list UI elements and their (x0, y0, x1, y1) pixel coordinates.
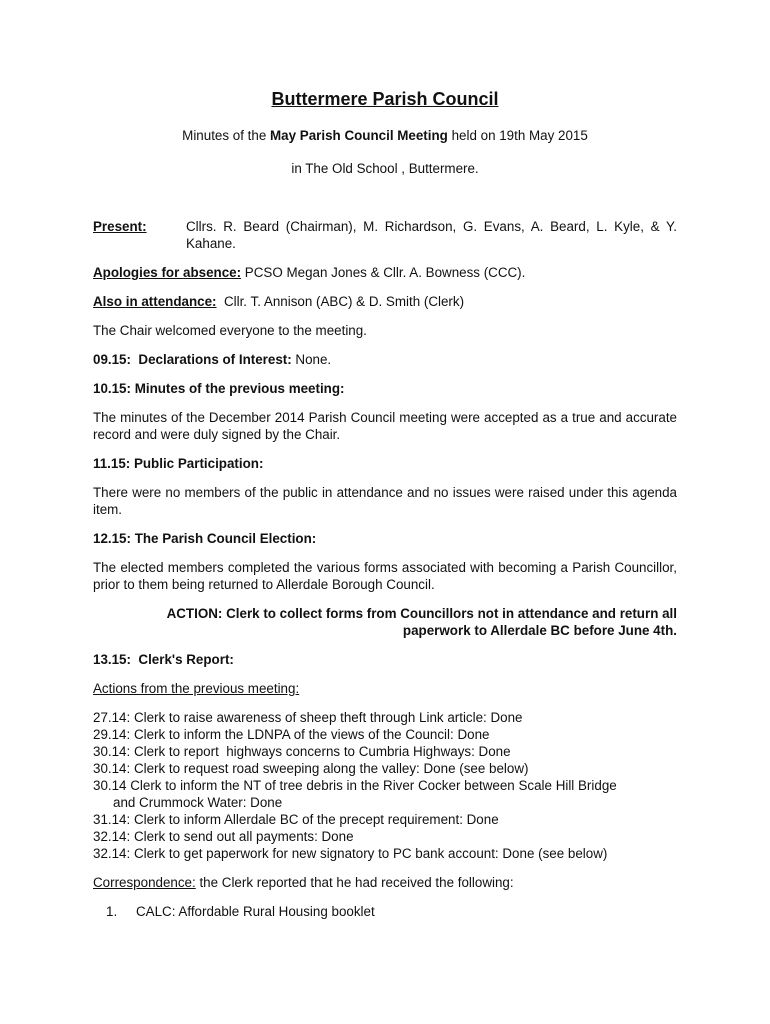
meeting-name: May Parish Council Meeting (270, 128, 448, 143)
list-item: and Crummock Water: Done (113, 795, 283, 810)
correspondence-section (93, 874, 677, 891)
present-text: Cllrs. R. Beard (Chairman), M. Richardson, G. Evans, A. Beard, L. Kyle, & Y. Kahane. (186, 219, 677, 251)
list-number: 1. (106, 904, 118, 919)
apologies-section (93, 264, 677, 281)
list-item: 30.14: Clerk to request road sweeping along the valley: Done (see below) (93, 761, 529, 776)
declarations-text: None. (291, 352, 332, 367)
list-item: 30.14 Clerk to inform the NT of tree debris in the River Cocker between Scale Hill Bridge (93, 778, 617, 793)
actions-list (93, 709, 677, 862)
correspondence-label: Correspondence: (93, 875, 196, 890)
list-item: 31.14: Clerk to inform Allerdale BC of the precept requirement: Done (93, 812, 499, 827)
list-item: 32.14: Clerk to send out all payments: Done (93, 829, 354, 844)
present-label: Present: (93, 219, 147, 234)
list-item (93, 903, 677, 920)
list-item: 30.14: Clerk to report highways concerns to Cumbria Highways: Done (93, 744, 511, 759)
actions-heading: Actions from the previous meeting: (93, 681, 300, 696)
apologies-text: PCSO Megan Jones & Cllr. A. Bowness (CCC). (241, 265, 526, 280)
election-text: The elected members completed the various forms associated with becoming a Parish Councillor, prior to them being returned to Allerdale Borough Council. (93, 560, 677, 592)
clerk-report-heading: 13.15: Clerk's Report: (93, 652, 234, 667)
minutes-text: The minutes of the December 2014 Parish Council meeting were accepted as a true and accurate record and were duly signed by the Chair. (93, 410, 677, 442)
welcome-text: The Chair welcomed everyone to the meeting. (93, 323, 367, 338)
list-text: CALC: Affordable Rural Housing booklet (136, 904, 375, 919)
apologies-label: Apologies for absence: (93, 265, 242, 280)
action-line: paperwork to Allerdale BC before June 4th. (402, 623, 677, 638)
minutes-heading: 10.15: Minutes of the previous meeting: (93, 381, 345, 396)
subtitle-suffix: held on 19th May 2015 (447, 128, 588, 143)
list-item: 29.14: Clerk to inform the LDNPA of the views of the Council: Done (93, 727, 490, 742)
meeting-location: in The Old School , Buttermere. (291, 161, 479, 176)
correspondence-text: the Clerk reported that he had received the following: (195, 875, 514, 890)
attendance-section (93, 293, 677, 310)
minutes-document (93, 88, 677, 920)
attendance-text: Cllr. T. Annison (ABC) & D. Smith (Clerk) (216, 294, 465, 309)
correspondence-list (93, 903, 677, 920)
election-heading: 12.15: The Parish Council Election: (93, 531, 317, 546)
action-line: ACTION: Clerk to collect forms from Councillors not in attendance and return all (166, 606, 677, 621)
present-section (93, 218, 677, 252)
action-item (93, 605, 677, 639)
list-item: 32.14: Clerk to get paperwork for new signatory to PC bank account: Done (see below) (93, 846, 608, 861)
declarations-heading: 09.15: Declarations of Interest: (93, 352, 292, 367)
declarations-section (93, 351, 677, 368)
public-text: There were no members of the public in attendance and no issues were raised under this agenda item. (93, 485, 677, 517)
meeting-subtitle (93, 127, 677, 144)
public-heading: 11.15: Public Participation: (93, 456, 264, 471)
subtitle-prefix: Minutes of the (182, 128, 271, 143)
list-item: 27.14: Clerk to raise awareness of sheep theft through Link article: Done (93, 710, 523, 725)
attendance-label: Also in attendance: (93, 294, 217, 309)
page-title: Buttermere Parish Council (271, 89, 499, 109)
